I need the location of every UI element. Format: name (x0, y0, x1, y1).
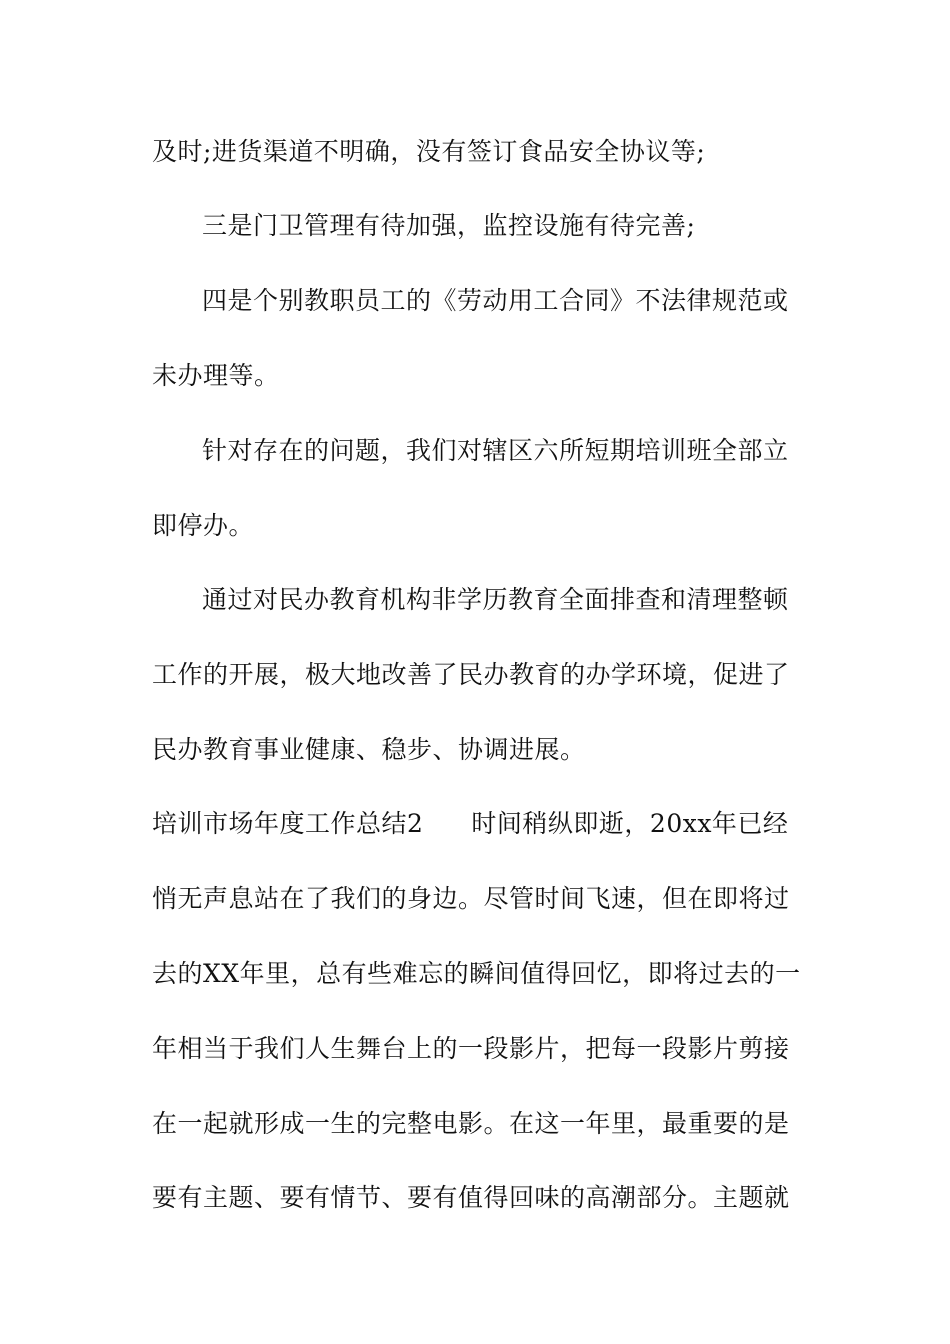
paragraph-line: 去的XX年里，总有些难忘的瞬间值得回忆，即将过去的一 (152, 959, 801, 988)
paragraph-line: 未办理等。 (152, 361, 280, 390)
paragraph-line: 工作的开展，极大地改善了民办教育的办学环境，促进了 (152, 660, 790, 689)
section-heading: 培训市场年度工作总结2 (152, 809, 424, 838)
paragraph-line: 即停办。 (152, 511, 255, 540)
paragraph-line: 三是门卫管理有待加强，监控设施有待完善; (202, 211, 696, 240)
paragraph-line: 悄无声息站在了我们的身边。尽管时间飞速，但在即将过 (152, 884, 790, 913)
paragraph-start: 时间稍纵即逝，20xx年已经 (471, 809, 789, 838)
paragraph-line: 要有主题、要有情节、要有值得回味的高潮部分。主题就 (152, 1183, 790, 1212)
paragraph-line: 针对存在的问题，我们对辖区六所短期培训班全部立 (202, 436, 789, 465)
paragraph-line: 年相当于我们人生舞台上的一段影片，把每一段影片剪接 (152, 1034, 790, 1063)
paragraph-line: 四是个别教职员工的《劳动用工合同》不法律规范或 (202, 286, 789, 315)
section-heading-line (152, 808, 788, 840)
paragraph-line: 在一起就形成一生的完整电影。在这一年里，最重要的是 (152, 1109, 790, 1138)
paragraph-line: 通过对民办教育机构非学历教育全面排查和清理整顿 (202, 585, 789, 614)
paragraph-line: 及时;进货渠道不明确，没有签订食品安全协议等; (152, 137, 706, 166)
paragraph-line: 民办教育事业健康、稳步、协调进展。 (152, 735, 586, 764)
